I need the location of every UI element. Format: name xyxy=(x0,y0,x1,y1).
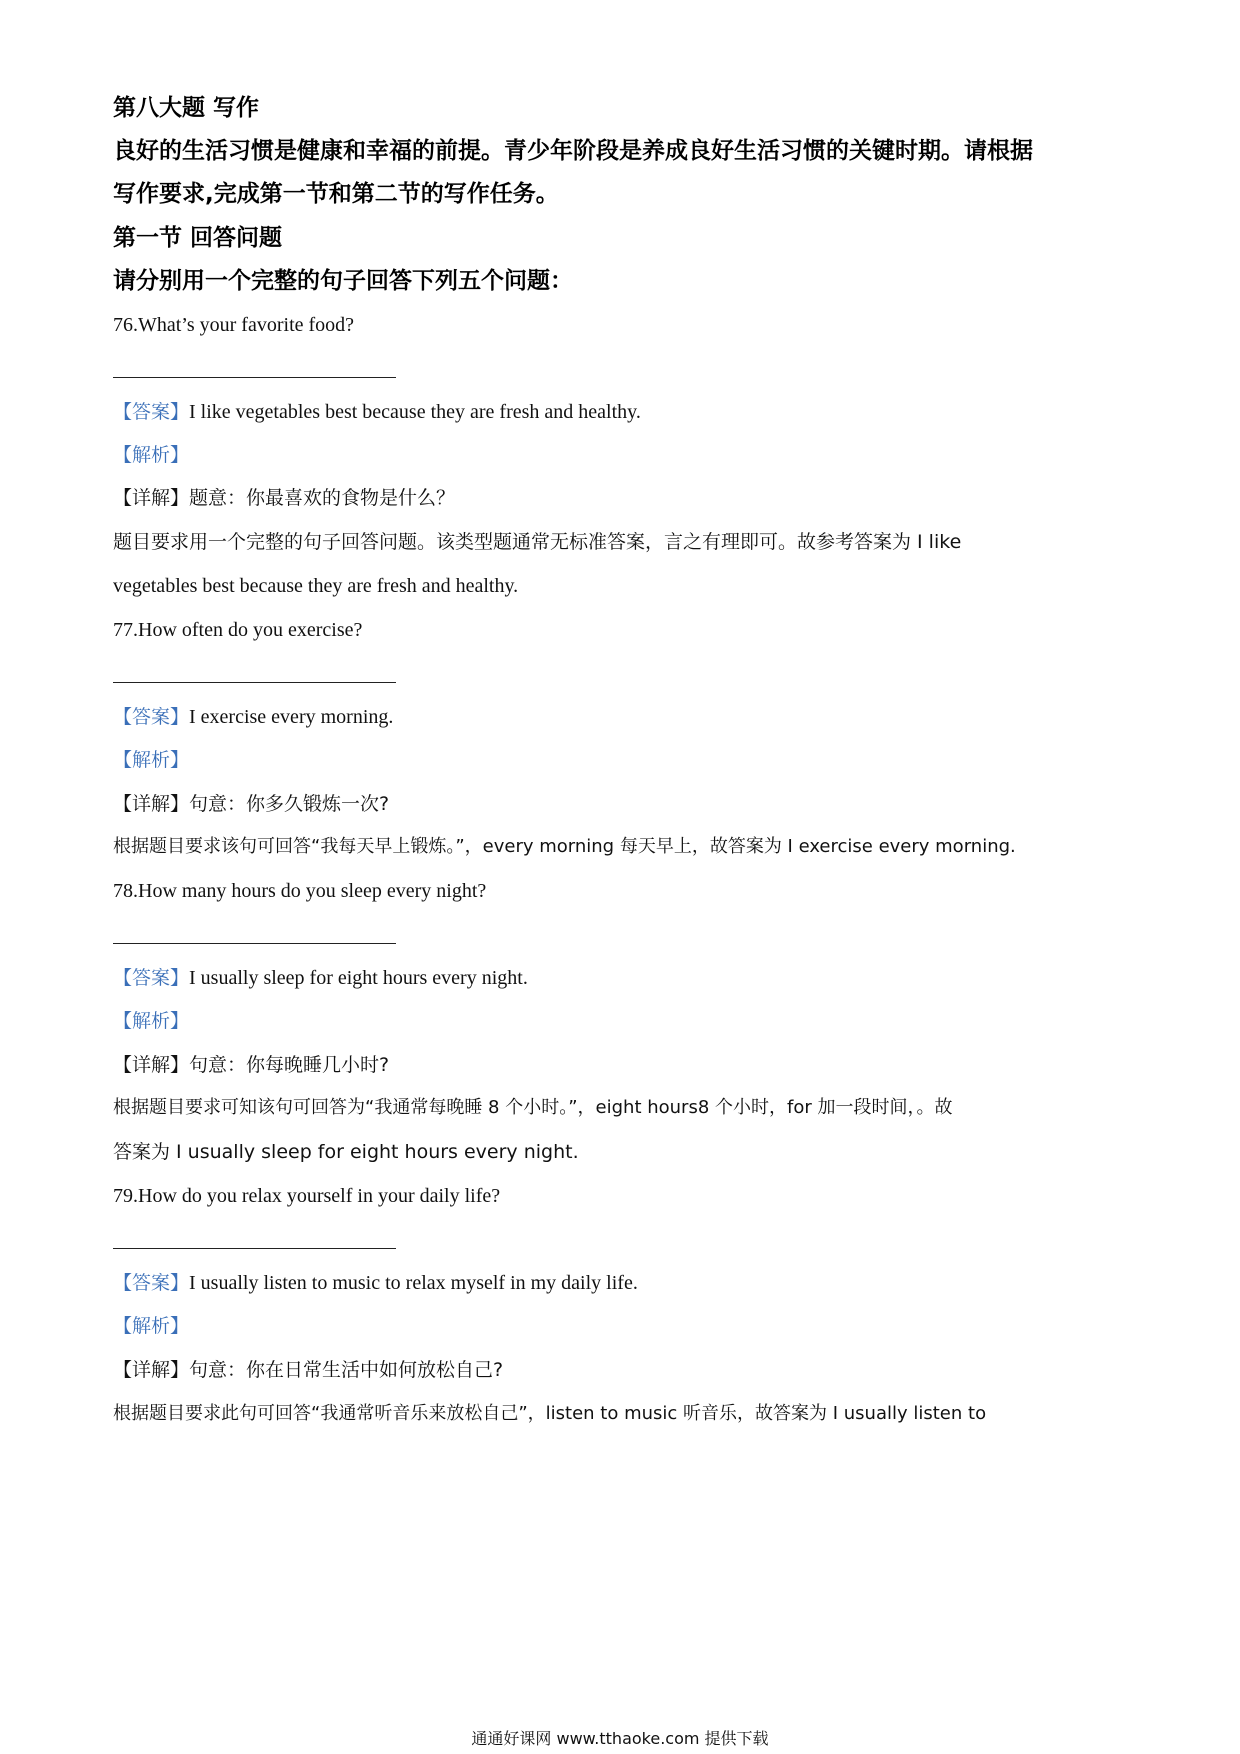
answer-blank-76 xyxy=(113,377,396,378)
detail-77: 【详解】句意：你多久锻炼一次? xyxy=(113,793,390,815)
detail-76: 【详解】题意：你最喜欢的食物是什么？ xyxy=(113,487,456,509)
explanation-78-line-2: 答案为 I usually sleep for eight hours every night. xyxy=(113,1141,579,1163)
answer-label: 【答案】 xyxy=(113,401,190,423)
analysis-label-77: 【解析】 xyxy=(113,749,190,771)
answer-blank-79 xyxy=(113,1248,396,1249)
question-77: 77.How often do you exercise? xyxy=(113,619,363,641)
answer-label: 【答案】 xyxy=(113,967,190,989)
detail-78: 【详解】句意：你每晚睡几小时? xyxy=(113,1054,390,1076)
intro-line-2: 写作要求,完成第一节和第二节的写作任务。 xyxy=(113,181,559,207)
explanation-79-line-1: 根据题目要求此句可回答“我通常听音乐来放松自己”，listen to music 听音乐，故答案为 I usually listen to xyxy=(113,1403,987,1424)
analysis-label-79: 【解析】 xyxy=(113,1315,190,1337)
intro-line-1: 良好的生活习惯是健康和幸福的前提。青少年阶段是养成良好生活习惯的关键时期。请根据 xyxy=(113,138,1033,164)
analysis-label-76: 【解析】 xyxy=(113,444,190,466)
answer-76: 【答案】I like vegetables best because they are fresh and healthy. xyxy=(113,401,641,423)
subsection-title: 第一节 回答问题 xyxy=(113,225,283,251)
section-title: 第八大题 写作 xyxy=(113,95,260,121)
answer-77: 【答案】I exercise every morning. xyxy=(113,706,394,728)
explanation-76-line-1: 题目要求用一个完整的句子回答问题。该类型题通常无标准答案，言之有理即可。故参考答案为 I like xyxy=(113,531,962,553)
instruction: 请分别用一个完整的句子回答下列五个问题： xyxy=(113,268,573,294)
explanation-76-line-2: vegetables best because they are fresh and healthy. xyxy=(113,575,519,597)
analysis-label-78: 【解析】 xyxy=(113,1010,190,1032)
answer-label: 【答案】 xyxy=(113,1272,190,1294)
question-78: 78.How many hours do you sleep every night? xyxy=(113,880,487,902)
answer-blank-78 xyxy=(113,943,396,944)
explanation-77-line-1: 根据题目要求该句可回答“我每天早上锻炼。”，every morning 每天早上，故答案为 I exercise every morning. xyxy=(113,836,1016,857)
answer-78: 【答案】I usually sleep for eight hours every night. xyxy=(113,967,528,989)
answer-blank-77 xyxy=(113,682,396,683)
question-76: 76.What’s your favorite food? xyxy=(113,314,355,336)
question-79: 79.How do you relax yourself in your daily life? xyxy=(113,1185,501,1207)
explanation-78-line-1: 根据题目要求可知该句可回答为“我通常每晚睡 8 个小时。”，eight hours8 个小时，for 加一段时间，。故 xyxy=(113,1097,953,1118)
detail-79: 【详解】句意：你在日常生活中如何放松自己? xyxy=(113,1359,504,1381)
answer-79: 【答案】I usually listen to music to relax myself in my daily life. xyxy=(113,1272,638,1294)
answer-label: 【答案】 xyxy=(113,706,190,728)
page-footer: 通通好课网 www.tthaoke.com 提供下载 xyxy=(471,1729,769,1748)
